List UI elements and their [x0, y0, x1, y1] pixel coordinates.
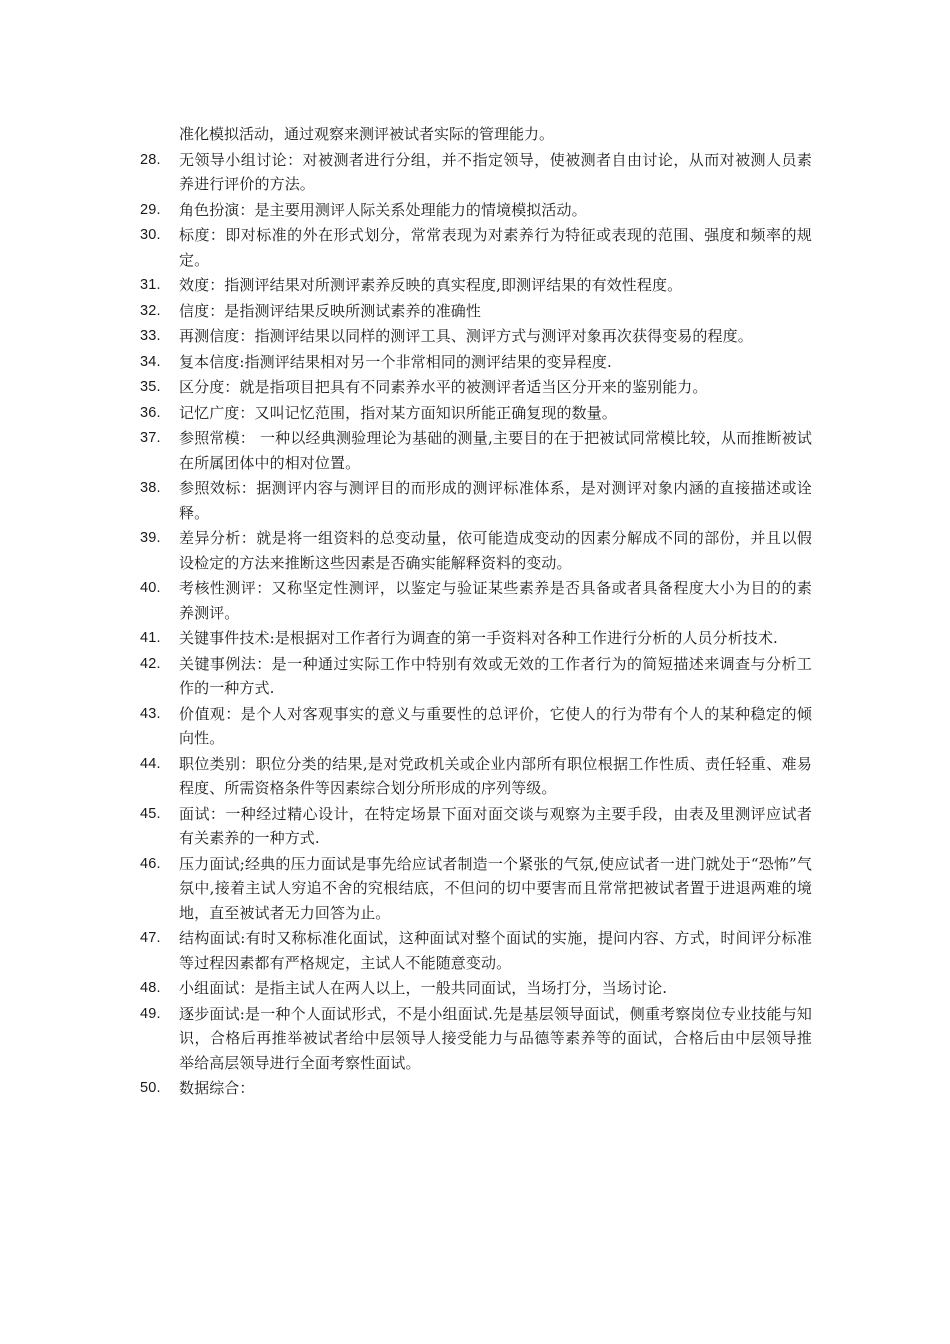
item-number: 28. [140, 151, 161, 168]
item-text: 区分度：就是指项目把具有不同素养水平的被测评者适当区分开来的鉴别能力。 [179, 378, 708, 396]
item-number: 34. [140, 353, 161, 370]
item-text: 参照常模： 一种以经典测验理论为基础的测量,主要目的在于把被试同常模比较，从而推断被试在所属团体中的相对位置。 [179, 429, 812, 472]
item-number: 43. [140, 705, 161, 722]
list-item [140, 576, 812, 625]
item-text: 记忆广度：又叫记忆范围，指对某方面知识所能正确复现的数量。 [179, 403, 617, 422]
item-number: 32. [140, 302, 161, 319]
item-text: 差异分析：就是将一组资料的总变动量，依可能造成变动的因素分解成不同的部份，并且以假设检定的方法来推断这些因素是否确实能解释资料的变动。 [179, 529, 812, 572]
item-number: 29. [140, 201, 161, 218]
list-item [140, 375, 812, 400]
list-item [140, 299, 812, 324]
item-text: 信度：是指测评结果反映所测试素养的准确性 [179, 301, 482, 320]
item-text: 效度：指测评结果对所测评素养反映的真实程度,即测评结果的有效性程度。 [179, 276, 683, 294]
numbered-items [140, 148, 812, 1101]
item-text: 价值观：是个人对客观事实的意义与重要性的总评价，它使人的行为带有个人的某种稳定的倾向性。 [179, 704, 812, 747]
item-number: 38. [140, 480, 161, 496]
item-number: 44. [140, 755, 161, 772]
item-number: 40. [140, 580, 161, 596]
list-item [140, 273, 812, 298]
item-number: 41. [140, 630, 161, 646]
item-text: 无领导小组讨论：对被测者进行分组，并不指定领导，使被测者自由讨论，从而对被测人员素养进行评价的方法。 [179, 150, 812, 193]
list-item [140, 976, 812, 1001]
item-text: 标度：即对标准的外在形式划分，常常表现为对素养行为特征或表现的范围、强度和频率的规定。 [179, 226, 812, 269]
item-number: 49. [140, 1005, 161, 1022]
list-item [140, 626, 812, 651]
list-item [140, 476, 812, 525]
item-number: 47. [140, 930, 161, 946]
item-text: 逐步面试:是一种个人面试形式，不是小组面试.先是基层领导面试，侧重考察岗位专业技能与知识，合格后再推举被试者给中层领导人接受能力与品德等素养等的面试，合格后由中层领导推举给高层领导进行全面考察性面试。 [179, 1004, 812, 1072]
item-number: 46. [140, 855, 161, 872]
list-item [140, 852, 812, 926]
item-number: 42. [140, 655, 161, 672]
list-item [140, 526, 812, 575]
continuation-text: 准化模拟活动，通过观察来测评被试者实际的管理能力。 [179, 125, 555, 143]
list-item [140, 223, 812, 272]
item-number: 37. [140, 430, 161, 446]
list-item [140, 752, 812, 801]
item-number: 48. [140, 980, 161, 996]
item-text: 压力面试;经典的压力面试是事先给应试者制造一个紧张的气氛,使应试者一进门就处于“恐怖”气氛中,接着主试人穷追不舍的究根结底，不但问的切中要害而且常常把被试者置于进退两难的境地，直至被试者无力回答为止。 [179, 854, 812, 922]
list-item [140, 926, 812, 975]
item-number: 39. [140, 530, 161, 546]
list-item [140, 1002, 812, 1076]
item-text: 角色扮演：是主要用测评人际关系处理能力的情境模拟活动。 [179, 200, 587, 219]
list-item [140, 401, 812, 426]
list-item [140, 148, 812, 197]
list-item [140, 702, 812, 751]
item-number: 45. [140, 805, 161, 822]
item-text: 关键事例法：是一种通过实际工作中特别有效或无效的工作者行为的简短描述来调查与分析工作的一种方式. [179, 654, 812, 697]
item-text: 结构面试:有时又称标准化面试，这种面试对整个面试的实施，提问内容、方式，时间评分标准等过程因素都有严格规定，主试人不能随意变动。 [179, 929, 812, 972]
item-text: 面试：一种经过精心设计，在特定场景下面对面交谈与观察为主要手段，由表及里测评应试者有关素养的一种方式. [179, 804, 812, 847]
item-text: 小组面试：是指主试人在两人以上，一般共同面试，当场打分，当场讨论. [179, 979, 668, 997]
item-number: 30. [140, 227, 161, 243]
list-item [140, 652, 812, 701]
item-text: 考核性测评：又称坚定性测评，以鉴定与验证某些素养是否具备或者具备程度大小为目的的素养测评。 [179, 579, 812, 622]
item-text: 再测信度：指测评结果以同样的测评工具、测评方式与测评对象再次获得变易的程度。 [179, 327, 753, 345]
item-number: 50. [140, 1080, 161, 1096]
item-text: 数据综合： [179, 1079, 255, 1097]
item-text: 复本信度:指测评结果相对另一个非常相同的测评结果的变异程度. [179, 352, 612, 371]
item-text: 关键事件技术:是根据对工作者行为调查的第一手资料对各种工作进行分析的人员分析技术. [179, 629, 778, 647]
list-item [140, 802, 812, 851]
definition-list [140, 122, 812, 1102]
list-item [140, 350, 812, 375]
list-item [140, 426, 812, 475]
item-number: 31. [140, 277, 161, 293]
item-text: 参照效标：据测评内容与测评目的而形成的测评标准体系，是对测评对象内涵的直接描述或诠释。 [179, 479, 812, 522]
item-number: 33. [140, 328, 161, 344]
item-number: 36. [140, 404, 161, 421]
list-item [140, 198, 812, 223]
item-number: 35. [140, 379, 161, 395]
list-item [140, 324, 812, 349]
list-item [140, 1076, 812, 1101]
item-text: 职位类别：职位分类的结果,是对党政机关或企业内部所有职位根据工作性质、责任轻重、难易程度、所需资格条件等因素综合划分所形成的序列等级。 [179, 754, 812, 797]
